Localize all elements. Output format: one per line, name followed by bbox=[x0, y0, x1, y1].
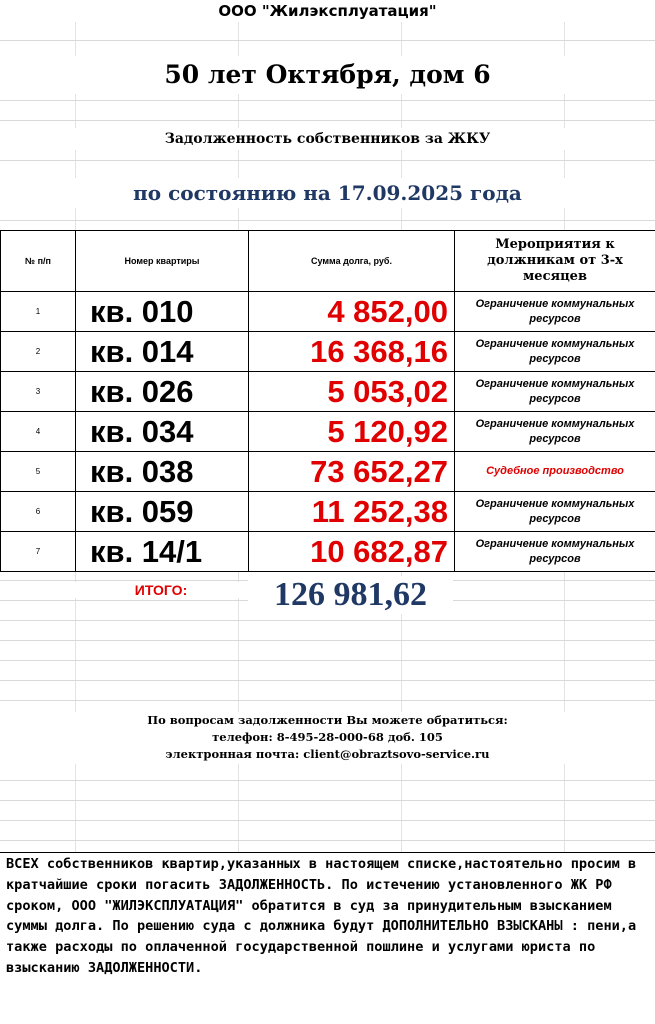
apartment-number: кв. 14/1 bbox=[76, 532, 249, 572]
contact-phone: телефон: 8-495-28-000-68 доб. 105 bbox=[212, 730, 443, 744]
table-row bbox=[1, 452, 655, 492]
table-row bbox=[1, 412, 655, 452]
column-header-number: № п/п bbox=[1, 231, 76, 292]
debtor-measure: Судебное производство bbox=[455, 452, 655, 492]
apartment-number: кв. 010 bbox=[76, 292, 249, 332]
organization-name: ООО "Жилэксплуатация" bbox=[0, 0, 655, 22]
row-number: 5 bbox=[1, 452, 76, 492]
as-of-date: по состоянию на 17.09.2025 года bbox=[0, 178, 655, 208]
row-number: 6 bbox=[1, 492, 76, 532]
row-number: 1 bbox=[1, 292, 76, 332]
debt-amount: 4 852,00 bbox=[249, 292, 455, 332]
total-value: 126 981,62 bbox=[248, 576, 453, 614]
apartment-number: кв. 026 bbox=[76, 372, 249, 412]
apartment-number: кв. 038 bbox=[76, 452, 249, 492]
table-row bbox=[1, 292, 655, 332]
row-number: 7 bbox=[1, 532, 76, 572]
row-number: 3 bbox=[1, 372, 76, 412]
debtor-measure: Ограничение коммунальных ресурсов bbox=[455, 332, 655, 372]
total-row bbox=[0, 572, 655, 620]
debtor-measure: Ограничение коммунальных ресурсов bbox=[455, 532, 655, 572]
row-number: 4 bbox=[1, 412, 76, 452]
debt-amount: 11 252,38 bbox=[249, 492, 455, 532]
table-row bbox=[1, 372, 655, 412]
debt-table bbox=[0, 230, 655, 572]
row-number: 2 bbox=[1, 332, 76, 372]
debtor-measure: Ограничение коммунальных ресурсов bbox=[455, 372, 655, 412]
column-header-apartment: Номер квартиры bbox=[76, 231, 249, 292]
column-header-debt: Сумма долга, руб. bbox=[249, 231, 455, 292]
debtor-measure: Ограничение коммунальных ресурсов bbox=[455, 492, 655, 532]
debt-amount: 73 652,27 bbox=[249, 452, 455, 492]
debt-amount: 5 120,92 bbox=[249, 412, 455, 452]
document-subtitle: Задолженность собственников за ЖКУ bbox=[0, 128, 655, 150]
debt-amount: 5 053,02 bbox=[249, 372, 455, 412]
column-header-measures: Мероприятия к должникам от 3-х месяцев bbox=[455, 231, 655, 292]
debtor-measure: Ограничение коммунальных ресурсов bbox=[455, 292, 655, 332]
apartment-number: кв. 034 bbox=[76, 412, 249, 452]
building-address: 50 лет Октября, дом 6 bbox=[0, 56, 655, 94]
debt-notice: ВСЕХ собственников квартир,указанных в настоящем списке,настоятельно просим в кратчайшие сроки погасить ЗАДОЛЖЕННОСТЬ. По истечению установленного ЖК РФ сроком, ООО "ЖИЛЭКСПЛУАТАЦИЯ" обратится в суд за принудительным взысканием суммы долга. По решению суда с должника будут ДОПОЛНИТЕЛЬНО ВЗЫСКАНЫ : пени,а также расходы по оплаченной государственной пошлине и услугами юриста по взысканию ЗАДОЛЖЕННОСТИ. bbox=[0, 852, 655, 1024]
table-row bbox=[1, 492, 655, 532]
contact-intro: По вопросам задолженности Вы можете обратиться: bbox=[147, 713, 508, 727]
contact-info bbox=[0, 712, 655, 764]
debt-amount: 10 682,87 bbox=[249, 532, 455, 572]
contact-email: электронная почта: client@obraztsovo-service.ru bbox=[165, 747, 490, 761]
table-header-row bbox=[1, 231, 655, 292]
debtor-measure: Ограничение коммунальных ресурсов bbox=[455, 412, 655, 452]
apartment-number: кв. 059 bbox=[76, 492, 249, 532]
apartment-number: кв. 014 bbox=[76, 332, 249, 372]
table-row bbox=[1, 532, 655, 572]
debt-amount: 16 368,16 bbox=[249, 332, 455, 372]
total-label: ИТОГО: bbox=[75, 582, 247, 598]
table-row bbox=[1, 332, 655, 372]
